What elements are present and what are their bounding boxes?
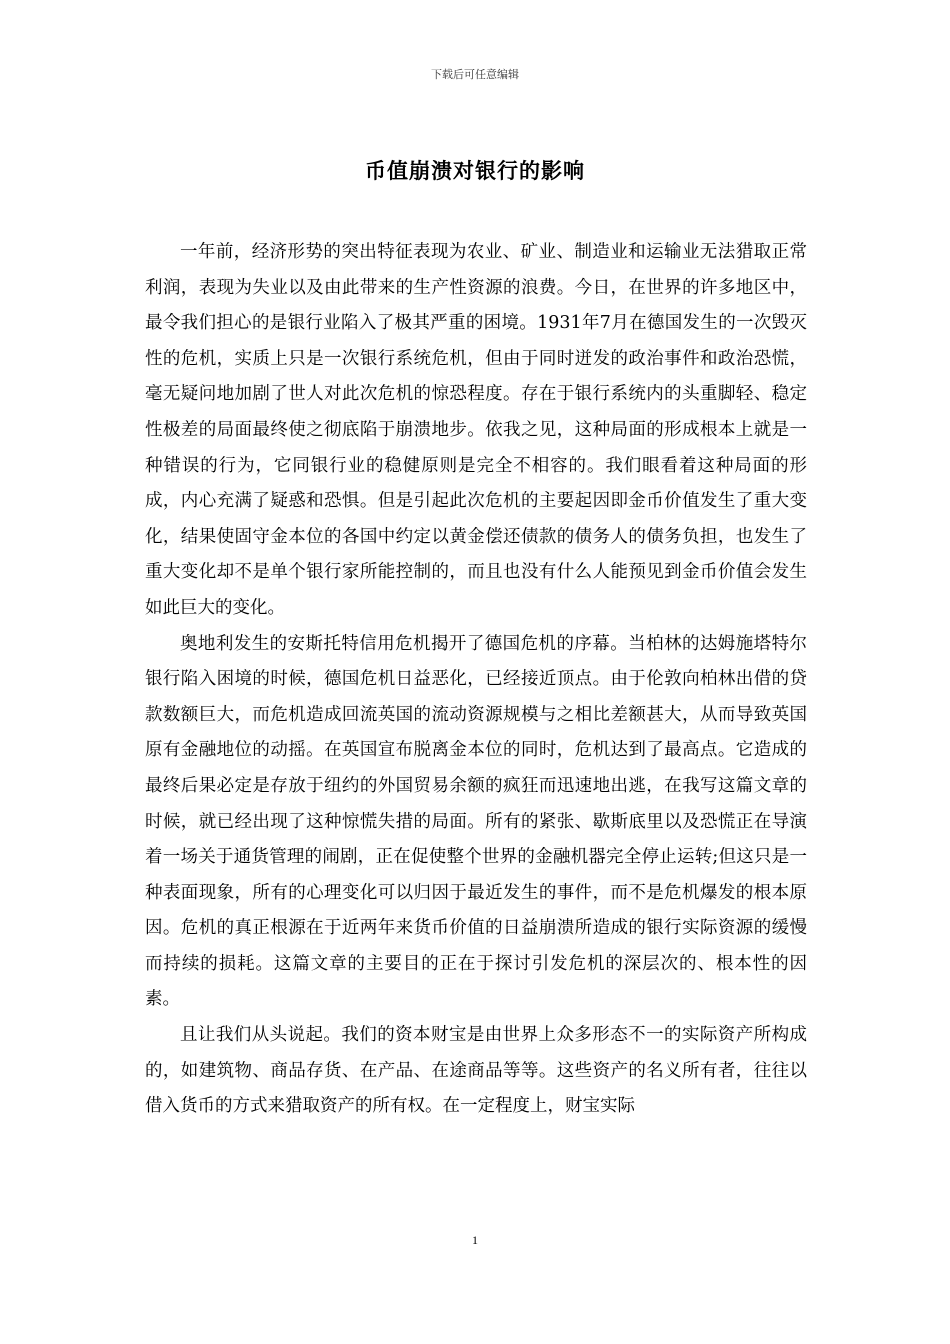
body-paragraph-2: 奥地利发生的安斯托特信用危机揭开了德国危机的序幕。当柏林的达姆施塔特尔银行陷入困境的时候，德国危机日益恶化，已经接近顶点。由于伦敦向柏林出借的贷款数额巨大，而危机造成回流英国的流动资源规模与之相比差额甚大，从而导致英国原有金融地位的动摇。在英国宣布脱离金本位的同时，危机达到了最高点。它造成的最终后果必定是存放于纽约的外国贸易余额的疯狂而迅速地出逃，在我写这篇文章的时候，就已经出现了这种惊慌失措的局面。所有的紧张、歇斯底里以及恐慌正在导演着一场关于通货管理的闹剧，正在促使整个世界的金融机器完全停止运转;但这只是一种表面现象，所有的心理变化可以归因于最近发生的事件，而不是危机爆发的根本原因。危机的真正根源在于近两年来货币价值的日益崩溃所造成的银行实际资源的缓慢而持续的损耗。这篇文章的主要目的正在于探讨引发危机的深层次的、根本性的因素。: [145, 633, 807, 1010]
page-number: 1: [472, 1233, 478, 1247]
body-paragraph-1: 一年前，经济形势的突出特征表现为农业、矿业、制造业和运输业无法猎取正常利润，表现为失业以及由此带来的生产性资源的浪费。今日，在世界的许多地区中，最令我们担心的是银行业陷入了极其严重的困境。1931年7月在德国发生的一次毁灭性的危机，实质上只是一次银行系统危机，但由于同时迸发的政治事件和政治恐慌，毫无疑问地加剧了世人对此次危机的惊恐程度。存在于银行系统内的头重脚轻、稳定性极差的局面最终使之彻底陷于崩溃地步。依我之见，这种局面的形成根本上就是一种错误的行为，它同银行业的稳健原则是完全不相容的。我们眼看着这种局面的形成，内心充满了疑惑和恐惧。但是引起此次危机的主要起因即金币价值发生了重大变化，结果使固守金本位的各国中约定以黄金偿还债款的债务人的债务负担，也发生了重大变化却不是单个银行家所能控制的，而且也没有什么人能预见到金币价值会发生如此巨大的变化。: [145, 242, 807, 618]
document-title: 币值崩溃对银行的影响: [365, 159, 585, 183]
page-header-note: 下载后可任意编辑: [431, 68, 519, 81]
body-paragraph-3: 且让我们从头说起。我们的资本财宝是由世界上众多形态不一的实际资产所构成的，如建筑物、商品存货、在产品、在途商品等等。这些资产的名义所有者，往往以借入货币的方式来猎取资产的所有权。在一定程度上，财宝实际: [145, 1025, 807, 1117]
document-body: [145, 235, 807, 1125]
